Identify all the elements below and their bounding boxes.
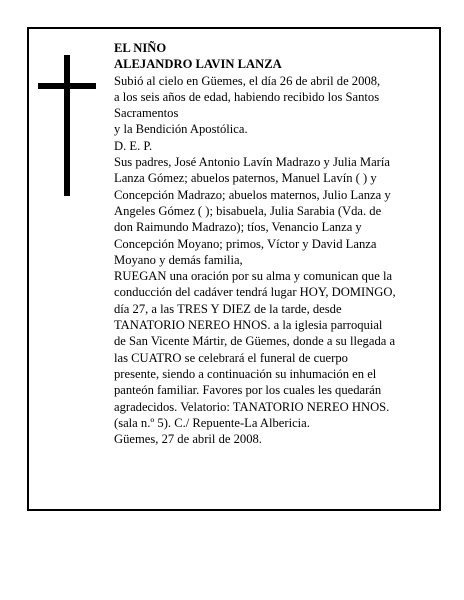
notice-line: agradecidos. Velatorio: TANATORIO NEREO HNOS. [114,399,390,414]
cross-vertical-bar [64,55,70,196]
notice-line: RUEGAN una oración por su alma y comunican que la [114,269,393,284]
notice-line: Concepción Madrazo; abuelos maternos, Julio Lanza y [114,187,391,202]
notice-line: Angeles Gómez ( ); bisabuela, Julia Sarabia (Vda. de [114,203,382,218]
cross-horizontal-bar [38,83,96,89]
notice-line: presente, siendo a continuación su inhumación en el [114,366,377,381]
notice-line: las CUATRO se celebrará el funeral de cuerpo [114,350,348,365]
notice-line: día 27, a las TRES Y DIEZ de la tarde, desde [114,301,342,316]
notice-line: Lanza Gómez; abuelos paternos, Manuel Lavín ( ) y [114,171,377,186]
notice-line: y la Bendición Apostólica. [114,122,248,137]
dep-line: D. E. P. [114,138,153,153]
notice-line: don Raimundo Madrazo); tíos, Venancio Lanza y [114,220,362,235]
notice-line: Moyano y demás familia, [114,252,243,267]
notice-line: Sacramentos [114,106,179,121]
notice-line: Concepción Moyano; primos, Víctor y David Lanza [114,236,377,251]
notice-line: panteón familiar. Favores por los cuales les quedarán [114,383,382,398]
notice-line: Subió al cielo en Güemes, el día 26 de abril de 2008, [114,73,381,88]
notice-line: a los seis años de edad, habiendo recibido los Santos [114,89,380,104]
deceased-name: ALEJANDRO LAVIN LANZA [114,57,282,72]
notice-line: (sala n.º 5). C./ Repuente-La Albericia. [114,415,310,430]
notice-line: TANATORIO NEREO HNOS. a la iglesia parroquial [114,318,383,333]
notice-heading: EL NIÑO [114,41,167,55]
obituary-text [114,40,428,447]
notice-line: conducción del cadáver tendrá lugar HOY, DOMINGO, [114,285,396,300]
notice-line: Sus padres, José Antonio Lavín Madrazo y Julia María [114,155,390,170]
date-line: Güemes, 27 de abril de 2008. [114,432,262,447]
notice-line: de San Vicente Mártir, de Güemes, donde a su llegada a [114,334,396,349]
